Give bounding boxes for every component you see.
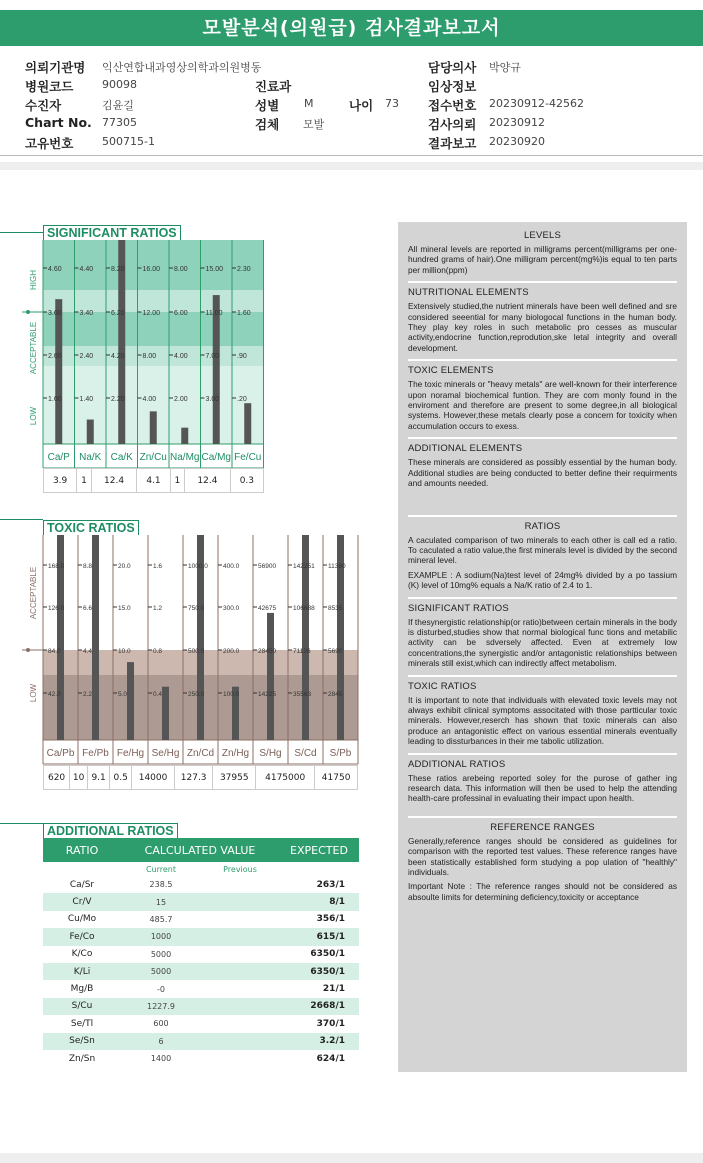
tick-label: 1.40 [79, 396, 94, 403]
significant-values [43, 468, 264, 493]
tick-label: 106688 [293, 605, 315, 612]
tox-ratios-title: TOXIC RATIOS [408, 680, 477, 692]
expected-cell: 21/1 [279, 980, 359, 997]
report-value: 20230920 [489, 135, 545, 148]
tick-label: 0.8 [153, 648, 163, 655]
previous-cell [201, 876, 279, 893]
clinical-label: 임상정보 [428, 79, 477, 94]
ratios-text: A caculated comparison of two minerals to each other is call ed a ratio. To caculated a ratio value,the first minerals level is divided by the second mineral level. [408, 534, 677, 566]
tick-label: 42675 [258, 605, 277, 612]
add-ratios-title: ADDITIONAL RATIOS [408, 758, 506, 770]
tick-label: 250.0 [188, 691, 205, 698]
tick-label: 500.0 [188, 648, 205, 655]
ratio-cell: Se/Tl [43, 1015, 121, 1032]
separator [0, 162, 703, 170]
tick-label: 6.20 [111, 310, 125, 317]
ratio-header: RATIO [43, 838, 121, 862]
previous-subheader: Previous [223, 864, 257, 874]
expected-cell: 370/1 [279, 1015, 359, 1032]
expected-cell: 615/1 [279, 928, 359, 945]
zone-label-acceptable: ACCEPTABLE [29, 321, 38, 375]
table-row [43, 876, 359, 893]
additional-elements-title: ADDITIONAL ELEMENTS [408, 443, 523, 455]
column-name: Ca/Mg [201, 452, 231, 463]
table-row [43, 963, 359, 980]
ratios-example: EXAMPLE : A sodium(Na)test level of 24mg% divided by a po tassium (K) level of 10mg% equals a Na/K ratio of 2.4 to 1. [408, 569, 677, 591]
ratio-cell: Cr/V [43, 893, 121, 910]
expected-cell: 2668/1 [279, 998, 359, 1015]
column-name: Ca/P [47, 452, 70, 463]
expected-cell: 356/1 [279, 911, 359, 928]
tick-label: .90 [237, 353, 247, 360]
tick-label: 15.0 [118, 605, 131, 612]
tick-label: 15.00 [205, 266, 224, 273]
previous-cell [201, 963, 279, 980]
ratio-bar [244, 403, 251, 444]
column-name: Zn/Cu [139, 452, 167, 463]
toxic-values [43, 765, 358, 790]
request-label: 검사의뢰 [428, 117, 477, 132]
zone-label-low: LOW [29, 406, 38, 426]
hospital-code-label: 병원코드 [25, 79, 74, 94]
table-row [43, 893, 359, 910]
ratio-bar [181, 428, 188, 444]
column-name: Ca/K [110, 452, 133, 463]
ratio-bar [92, 535, 99, 740]
tick-label: 1.60 [48, 396, 62, 403]
axis-dot [26, 310, 30, 314]
ratio-cell: Zn/Sn [43, 1050, 121, 1067]
ratio-cell: Ca/Sr [43, 876, 121, 893]
expected-cell: 8/1 [279, 893, 359, 910]
column-name: Zn/Cd [186, 748, 215, 759]
expected-cell: 3.2/1 [279, 1033, 359, 1050]
tick-label: 8.00 [142, 353, 157, 360]
tick-label: 2.20 [111, 396, 125, 403]
age-label: 나이 [349, 98, 374, 113]
tick-label: 100.0 [223, 691, 240, 698]
ratio-value: 620 [44, 766, 70, 790]
tick-label: 5.0 [118, 691, 128, 698]
tick-label: 71126 [293, 648, 311, 655]
additional-table [43, 838, 359, 1067]
tick-label: 750.0 [188, 605, 205, 612]
previous-cell [201, 980, 279, 997]
column-name: Na/K [79, 452, 102, 463]
tick-label: 28450 [258, 648, 277, 655]
unique-label: 고유번호 [25, 136, 74, 151]
tick-label: 8535 [328, 605, 343, 612]
bottom-bar [0, 1153, 703, 1163]
tick-label: 2.30 [237, 266, 251, 273]
ratio-value: 37955 [213, 766, 256, 790]
ratio-bar [267, 613, 274, 740]
ratio-value: 9.1 [88, 766, 110, 790]
tick-label: 42.0 [48, 691, 61, 698]
tick-label: 1.2 [153, 605, 163, 612]
explanation-panel [398, 222, 687, 1072]
ratio-value: 14000 [132, 766, 175, 790]
ratio-bar [127, 662, 134, 740]
tick-label: 11.00 [205, 310, 223, 317]
tick-label: 400.0 [223, 563, 240, 570]
ratio-value: 12.4 [91, 469, 137, 493]
toxic-chart [0, 535, 362, 765]
table-row [43, 1033, 359, 1050]
column-name: Na/Mg [170, 452, 200, 463]
ratio-value: 1 [170, 469, 185, 493]
tick-label: 11380 [328, 563, 346, 570]
institution-label: 의뢰기관명 [25, 60, 86, 75]
sex-label: 성별 [255, 98, 280, 113]
tick-label: 8.8 [83, 563, 93, 570]
tick-label: 56900 [258, 563, 277, 570]
chart-label: Chart No. [25, 115, 92, 130]
table-row [43, 980, 359, 997]
ratio-cell: K/Co [43, 946, 121, 963]
table-row [43, 998, 359, 1015]
hospital-code-value: 90098 [102, 78, 137, 91]
sig-ratios-text: If thesynergistic relationship(or ratio)between certain minerals in the body is disturbed,studies show that normal biological func tions and metabilic activity can be sdversely affected. Even at extremely low concentrations,the synergistic and/or antagonistic relationships between minerals still exist,which can indirectly affect metabolism. [408, 616, 677, 669]
tick-label: .20 [237, 396, 247, 403]
table-row [43, 928, 359, 945]
patient-info [0, 52, 703, 156]
doctor-label: 담당의사 [428, 60, 477, 75]
ratio-cell: Cu/Mo [43, 911, 121, 928]
ratio-value: 0.5 [110, 766, 132, 790]
tick-label: 10.0 [118, 648, 131, 655]
ratio-value: 3.9 [44, 469, 77, 493]
tick-label: 6.6 [83, 605, 93, 612]
expected-cell: 624/1 [279, 1050, 359, 1067]
axis-dot [26, 648, 30, 652]
table-row [43, 1015, 359, 1032]
column-name: Fe/Hg [116, 748, 145, 759]
current-subheader: Current [145, 864, 177, 874]
doctor-value: 박양규 [489, 61, 521, 74]
tick-label: 3.00 [205, 396, 220, 403]
tick-label: 6.00 [174, 310, 188, 317]
current-cell: 485.7 [121, 911, 201, 928]
tick-label: 16.00 [142, 266, 161, 273]
column-name: Fe/Cu [234, 452, 262, 463]
ratio-cell: S/Cu [43, 998, 121, 1015]
ref-ranges-title: REFERENCE RANGES [490, 821, 595, 833]
unique-value: 500715-1 [102, 135, 155, 148]
chart-value: 77305 [102, 116, 137, 129]
current-cell: -0 [121, 980, 201, 997]
ratio-value: 4175000 [256, 766, 315, 790]
tick-label: 4.00 [142, 396, 157, 403]
current-cell: 1227.9 [121, 998, 201, 1015]
current-cell: 1000 [121, 928, 201, 945]
previous-cell [201, 998, 279, 1015]
column-name: Ca/Pb [46, 748, 75, 759]
tick-label: 12.00 [142, 310, 161, 317]
column-name: S/Cd [294, 748, 317, 759]
current-cell: 238.5 [121, 876, 201, 893]
previous-cell [201, 1050, 279, 1067]
significant-title: SIGNIFICANT RATIOS [43, 225, 181, 241]
levels-title: LEVELS [523, 230, 562, 241]
tick-label: 4.20 [111, 353, 125, 360]
current-cell: 1400 [121, 1050, 201, 1067]
tick-label: 4.40 [79, 266, 94, 273]
column-name: S/Hg [259, 748, 282, 759]
report-title: 모발분석(의원급) 검사결과보고서 [0, 10, 703, 46]
nutritional-title: NUTRITIONAL ELEMENTS [408, 287, 529, 299]
ratio-bar [87, 420, 94, 444]
previous-cell [201, 893, 279, 910]
zone-label-low: LOW [29, 683, 38, 703]
column-name: S/Pb [329, 748, 352, 759]
ratio-value: 4.1 [137, 469, 170, 493]
additional-elements-text: These minerals are considered as possibly essential by the human body. Additional studies are being conducted to better define their requirments and amounts needed. [408, 457, 677, 489]
tick-label: 1.60 [237, 310, 251, 317]
tick-label: 8.00 [174, 266, 188, 273]
ratio-value: 1 [77, 469, 92, 493]
request-value: 20230912 [489, 116, 545, 129]
tick-label: 200.0 [223, 648, 240, 655]
report-label: 결과보고 [428, 136, 477, 151]
specimen-value: 모발 [303, 118, 325, 131]
current-cell: 15 [121, 893, 201, 910]
sig-rule [0, 232, 43, 233]
tick-label: 4.60 [48, 266, 62, 273]
table-row [43, 1050, 359, 1067]
additional-title: ADDITIONAL RATIOS [43, 823, 178, 839]
tick-label: 4.4 [83, 648, 93, 655]
column-name: Zn/Hg [221, 748, 250, 759]
ratio-bar [162, 687, 169, 740]
specimen-label: 검체 [255, 117, 280, 132]
zone-label-acceptable: ACCEPTABLE [29, 566, 38, 620]
previous-cell [201, 946, 279, 963]
ratio-cell: Fe/Co [43, 928, 121, 945]
add-rule [0, 823, 43, 824]
receipt-label: 접수번호 [428, 98, 477, 113]
tox-ratios-text: It is important to note that individuals with elevated toxic levels may not always exhibit clinical symptoms associtated with those partticular toxic minerals. However,reserch has shown that toxic minerals can also produce an antagonistic effect on various essential minerals eventually leading to dissturbances in their me tabolic utilization. [408, 694, 677, 747]
age-value: 73 [385, 97, 399, 110]
acceptable-zone-top [43, 290, 264, 312]
ratio-value: 0.3 [230, 469, 263, 493]
ratio-bar [150, 411, 157, 444]
receipt-value: 20230912-42562 [489, 97, 584, 110]
column-name: Se/Hg [151, 748, 180, 759]
tick-label: 168.0 [48, 563, 65, 570]
tick-label: 142251 [293, 563, 315, 570]
current-cell: 600 [121, 1015, 201, 1032]
acceptable-zone-mid [43, 312, 264, 346]
toxic-elements-title: TOXIC ELEMENTS [408, 365, 494, 377]
department-label: 진료과 [255, 79, 292, 94]
tick-label: 1000.0 [188, 563, 208, 570]
tick-label: 7.00 [205, 353, 220, 360]
tick-label: 300.0 [223, 605, 240, 612]
current-cell: 5000 [121, 946, 201, 963]
current-cell: 5000 [121, 963, 201, 980]
tick-label: 0.4 [153, 691, 163, 698]
tick-label: 2.40 [79, 353, 94, 360]
previous-cell [201, 1015, 279, 1032]
column-name: Fe/Pb [82, 748, 109, 759]
ratio-cell: K/Li [43, 963, 121, 980]
significant-chart [0, 240, 270, 468]
expected-cell: 6350/1 [279, 963, 359, 980]
tick-label: 2.00 [174, 396, 188, 403]
tick-label: 2.60 [48, 353, 62, 360]
tick-label: 126.0 [48, 605, 65, 612]
tick-label: 20.0 [118, 563, 131, 570]
previous-cell [201, 911, 279, 928]
ratio-cell: Se/Sn [43, 1033, 121, 1050]
tick-label: 2845 [328, 691, 343, 698]
ratio-bar [213, 295, 220, 444]
tox-rule [0, 519, 43, 520]
ratio-cell: Mg/B [43, 980, 121, 997]
ratios-title: RATIOS [524, 520, 561, 532]
tick-label: 8.20 [111, 266, 125, 273]
ratio-value: 10 [70, 766, 88, 790]
high-zone [43, 240, 264, 290]
sig-ratios-title: SIGNIFICANT RATIOS [408, 602, 509, 614]
tick-label: 14225 [258, 691, 277, 698]
zone-label-high: HIGH [29, 270, 38, 290]
expected-cell: 6350/1 [279, 946, 359, 963]
tick-label: 5690 [328, 648, 343, 655]
institution-value: 익산연합내과영상의학과의원병동 [102, 61, 262, 74]
toxic-elements-text: The toxic minerals or "heavy metals" are well-known for their interference upon noramal biochemical funtion. They are com monly found in the enviroment and therefore are present to some degree,in all biological systems. However,these metals clearly pose a concern for toxicity when accumulation occurs to exess. [408, 379, 677, 431]
ratio-value: 127.3 [174, 766, 213, 790]
current-cell: 6 [121, 1033, 201, 1050]
tick-label: 3.60 [48, 310, 62, 317]
ref-ranges-note: Important Note : The reference ranges should not be considered as absoulte limits for determining deficiency,toxicity or acceptance [408, 881, 677, 902]
ref-ranges-text: Generally,reference ranges should be considered as guidelines for comparison with the reported test values. These reference ranges have been statistically established form studying a pop ulation of "healthly" individuals. [408, 835, 677, 878]
previous-cell [201, 928, 279, 945]
previous-cell [201, 1033, 279, 1050]
levels-text: All mineral levels are reported in milligrams percent(milligrams per one-hundred grams of hair).One milligram percent(mg%)is equal to ten parts per million(ppm) [408, 244, 677, 275]
tick-label: 4.00 [174, 353, 188, 360]
expected-header: EXPECTED [279, 838, 359, 862]
tick-label: 35563 [293, 691, 312, 698]
nutritional-text: Extensively studied,the nutrient minerals have been well defined and sre considered seeential for many biologocal functions in the human body. They play key roles in such metabolic pro cesses as muscular activity,endocrine function,reprodution,ske letal integrity and overall development. [408, 301, 677, 353]
sex-value: M [304, 97, 314, 110]
patient-value: 김윤길 [102, 99, 134, 112]
expected-cell: 263/1 [279, 876, 359, 893]
ratio-value: 41750 [315, 766, 358, 790]
table-row [43, 946, 359, 963]
tick-label: 3.40 [79, 310, 94, 317]
tick-label: 2.2 [83, 691, 93, 698]
tick-label: 84.0 [48, 648, 61, 655]
ratio-value: 12.4 [185, 469, 231, 493]
tick-label: 1.6 [153, 563, 163, 570]
patient-label: 수진자 [25, 98, 62, 113]
table-row [43, 911, 359, 928]
ratio-bar [55, 299, 62, 444]
calculated-header: CALCULATED VALUE [121, 838, 279, 862]
add-ratios-text: These ratios arebeing reported soley for the purose of gather ing research data. This information will then be used to help the attending health-care professinal in evaluating their impact upon health. [408, 772, 677, 804]
toxic-title: TOXIC RATIOS [43, 520, 139, 536]
